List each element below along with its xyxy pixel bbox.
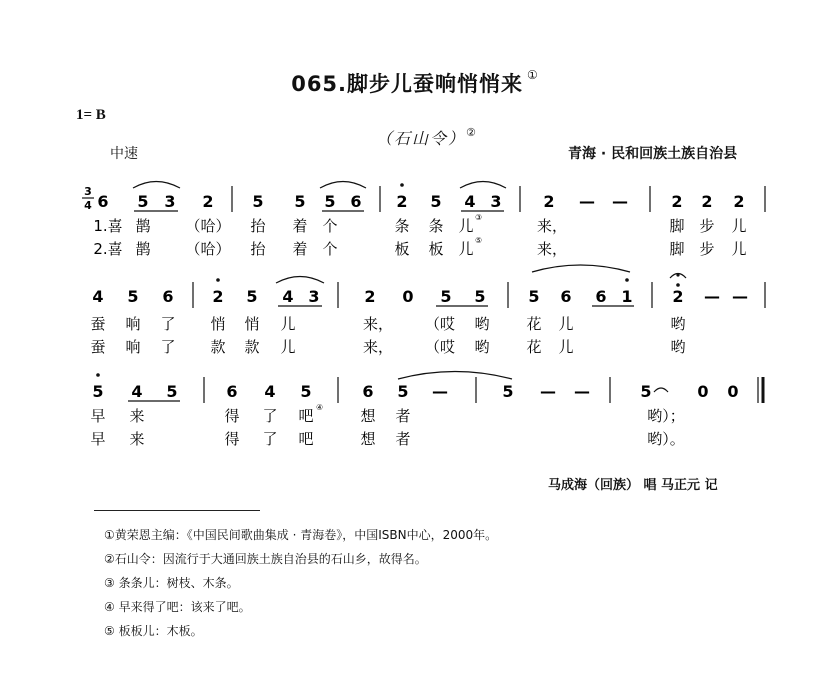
note: 5 [92,382,104,401]
key-signature: 1= B [76,107,106,123]
note: 2 [543,192,555,211]
note: 5 [246,287,258,306]
note: 4 [464,192,476,211]
lyric: （哎 [424,315,456,333]
footnote-ref: ③ [475,213,483,222]
lyric: 来 [129,430,145,448]
credit-line: 马成海（回族） 唱 马正元 记 [548,478,718,493]
note: 2 [733,192,745,211]
lyric: 了 [160,315,176,333]
footnotes [104,523,497,643]
lyric: （哈） [185,240,231,258]
note: 5 [502,382,514,401]
song-title: 065.脚步儿蚕响悄悄来 ① [291,68,539,96]
octave-dot [625,278,629,282]
lyric: 悄 [210,315,226,333]
lyric: 鹊 [135,217,151,235]
lyric: 早 [90,430,106,448]
lyric: 来， [362,315,394,333]
lyric: 条 [394,217,410,235]
note: 5 [474,287,486,306]
lyric: 哟 [474,315,490,333]
lyric: 来 [129,407,145,425]
note: 3 [308,287,320,306]
lyric: 儿 [280,315,296,333]
lyric: 儿 [558,338,574,356]
lyric: 鹊 [135,240,151,258]
octave-dot [676,283,680,287]
lyric: 哟）。 [647,430,685,448]
note: 5 [252,192,264,211]
lyric: 花 [526,338,542,356]
lyric: 着 [292,217,308,235]
note: 4 [264,382,276,401]
note: 1 [621,287,633,306]
lyric: 儿 [731,240,747,258]
row-3-notes [92,382,738,401]
lyric: 悄 [244,315,260,333]
lyric: 得 [224,407,240,425]
tune-name: （石山令）② [376,126,478,148]
footnote-1: ①黄荣恩主编：《中国民间歌曲集成 · 青海卷》，中国ISBN中心，2000年。 [104,528,498,542]
lyric: 1.喜 [93,217,123,235]
lyric: 想 [360,430,376,448]
lyric: 了 [160,338,176,356]
lyric: 来， [536,217,568,235]
row-1-notes [97,192,744,211]
region-label: 青海 · 民和回族土族自治县 [568,146,738,162]
lyric: 步 [699,240,715,258]
lyric: 脚 [669,217,685,235]
note: 2 [212,287,224,306]
lyric: 款 [210,338,226,356]
note: 2 [202,192,214,211]
dash: — [574,382,590,401]
row-1-lyrics [93,213,746,258]
note: 6 [362,382,374,401]
note: 5 [300,382,312,401]
note: 5 [166,382,178,401]
note: 5 [528,287,540,306]
note: 6 [560,287,572,306]
note: 6 [97,192,109,211]
octave-dot [216,278,220,282]
lyric: 了 [262,430,278,448]
lyric: 儿 [558,315,574,333]
lyric: （哈） [185,217,231,235]
lyric: 步 [699,217,715,235]
note: 6 [226,382,238,401]
title-footnote-mark: ① [527,68,539,82]
lyric: 吧 [298,430,314,448]
note: 5 [640,382,652,401]
lyric: 哟 [474,338,490,356]
footnote-ref: ⑤ [475,236,483,245]
lyric: 款 [244,338,260,356]
lyric: 蚕 [90,338,106,356]
lyric: 哟 [670,338,686,356]
footnote-2: ②石山令：因流行于大通回族土族自治县的石山乡，故得名。 [104,552,427,566]
lyric: 儿 [731,217,747,235]
lyric: 哟 [670,315,686,333]
footnote-5: ⑤ 板板儿：木板。 [104,624,203,638]
lyric: 儿 [280,338,296,356]
dash: — [540,382,556,401]
lyric: 个 [322,240,338,258]
note: 5 [397,382,409,401]
lyric: 脚 [669,240,685,258]
note: 6 [350,192,362,211]
note: 6 [595,287,607,306]
octave-dot [96,373,100,377]
note: 0 [402,287,414,306]
lyric: 来， [362,338,394,356]
row-2-notes [92,287,748,306]
dash: — [579,192,595,211]
note: 5 [430,192,442,211]
lyric: 早 [90,407,106,425]
lyric: 板 [428,240,444,258]
lyric: 着 [292,240,308,258]
note: 5 [127,287,139,306]
dash: — [732,287,748,306]
lyric: 得 [224,430,240,448]
note: 4 [282,287,294,306]
note: 3 [490,192,502,211]
lyric: 板 [394,240,410,258]
tune-footnote-mark: ② [466,126,478,139]
lyric: 者 [395,430,411,448]
tempo-marking: 中速 [110,146,138,162]
footnote-ref: ④ [316,403,324,412]
note: 5 [440,287,452,306]
lyric: 抬 [250,217,266,235]
lyric: 哟）； [647,407,685,425]
note: 2 [396,192,408,211]
lyric: 想 [360,407,376,425]
dash: — [704,287,720,306]
lyric: （哎 [424,338,456,356]
note: 2 [671,192,683,211]
footnote-4: ④ 早来得了吧：该来了吧。 [104,600,251,614]
octave-dot [400,183,404,187]
lyric: 吧 [298,407,314,425]
lyric: 2.喜 [93,240,123,258]
rest: 0 [697,382,709,401]
lyric: 了 [262,407,278,425]
note: 5 [137,192,149,211]
note: 2 [672,287,684,306]
note: 5 [294,192,306,211]
lyric: 响 [125,315,141,333]
dash: — [432,382,448,401]
note: 3 [164,192,176,211]
row-3-lyrics [90,403,684,448]
lyric: 抬 [250,240,266,258]
lyric: 花 [526,315,542,333]
rest: 0 [727,382,739,401]
lyric: 响 [125,338,141,356]
footnote-3: ③ 条条儿：树枝、木条。 [104,576,239,590]
lyric: 儿 [458,217,474,235]
dash: — [612,192,628,211]
note: 4 [131,382,143,401]
time-sig-bottom: 4 [84,199,92,212]
lyric: 蚕 [90,315,106,333]
lyric: 者 [395,407,411,425]
note: 2 [701,192,713,211]
lyric: 来， [536,240,568,258]
note: 6 [162,287,174,306]
row-2-lyrics [90,315,685,356]
lyric: 儿 [458,240,474,258]
lyric: 个 [322,217,338,235]
note: 2 [364,287,376,306]
time-sig-top: 3 [84,185,92,198]
row-1-marks [133,182,765,213]
footnote-divider [94,510,260,511]
note: 5 [324,192,336,211]
note: 4 [92,287,104,306]
lyric: 条 [428,217,444,235]
fermata-dot [676,273,679,276]
